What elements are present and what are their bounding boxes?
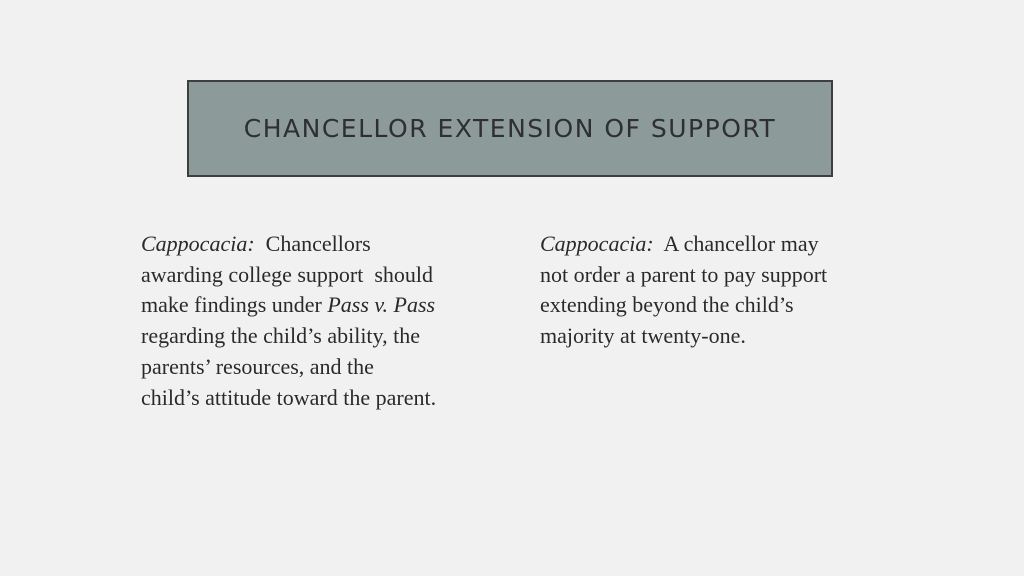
right-text-block: [540, 229, 900, 352]
right-line-2: not order a parent to pay support: [540, 261, 828, 287]
pass-v-pass-citation: Pass v. Pass: [327, 292, 436, 318]
slide-title: CHANCELLOR EXTENSION OF SUPPORT: [243, 114, 777, 143]
left-case-name: Cappocacia:: [141, 231, 255, 256]
right-line-1: [540, 229, 900, 260]
left-line-1: [141, 229, 501, 260]
right-line-4: majority at twenty-one.: [540, 323, 746, 349]
left-line-3: [141, 290, 501, 321]
left-line-3-text: make findings under: [141, 292, 328, 318]
left-line-6: child’s attitude toward the parent.: [141, 384, 437, 410]
title-banner: [187, 80, 833, 177]
left-text-block: [141, 229, 501, 413]
right-case-name: Cappocacia:: [540, 231, 654, 256]
left-line-2: awarding college support should: [141, 261, 434, 287]
right-line-3: extending beyond the child’s: [540, 292, 794, 318]
left-line-1-text: Chancellors: [265, 231, 371, 256]
right-line-1-text: A chancellor may: [663, 231, 819, 256]
left-line-4: regarding the child’s ability, the: [141, 323, 420, 349]
left-line-5: parents’ resources, and the: [141, 353, 374, 379]
